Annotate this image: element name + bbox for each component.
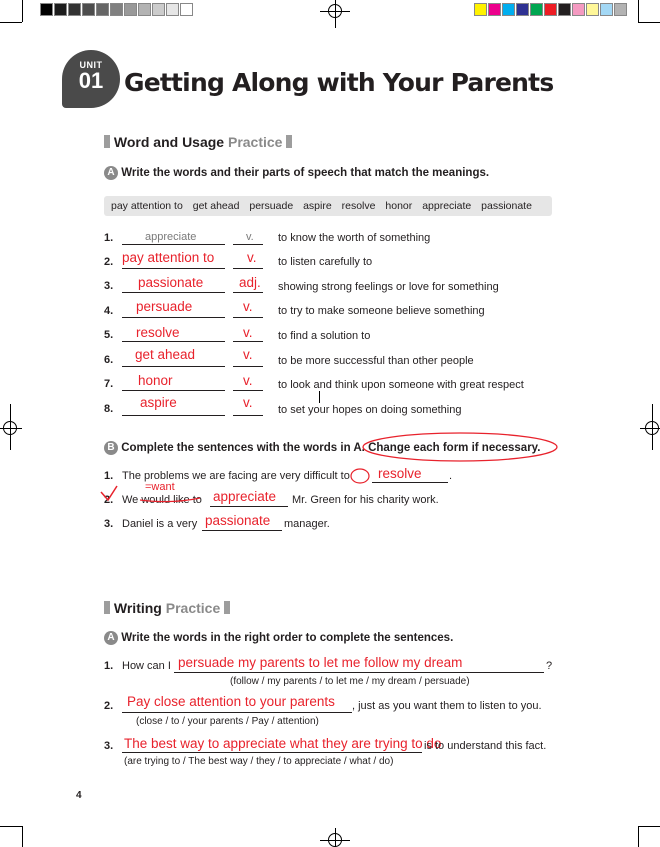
word-usage-heading: Word and Usage Practice (104, 134, 292, 150)
meaning-text: to look and think upon someone with great respect (278, 379, 524, 391)
meaning-text: to set your hopes on doing something (278, 404, 462, 416)
word-bank-item: get ahead (192, 200, 240, 212)
circle-around-to (351, 469, 369, 483)
handwritten-answer: pay attention to (122, 250, 215, 265)
handwritten-pos: v. (243, 395, 253, 410)
handwritten-answer: appreciate (213, 489, 277, 504)
handwritten-answer: passionate (138, 275, 204, 290)
checkmark-icon (101, 486, 117, 500)
part-letter-badge: A (104, 166, 118, 180)
part-b-instruction: B Complete the sentences with the words in A. Change each form if necessary. (104, 441, 540, 455)
handwritten-answer: The best way to appreciate what they are trying to do (124, 736, 442, 751)
handwritten-answer: persuade my parents to let me follow my dream (178, 655, 463, 670)
meaning-text: showing strong feelings or love for something (278, 281, 499, 293)
answer-blank[interactable] (174, 672, 544, 673)
answer-blank[interactable] (122, 752, 422, 753)
answer-blank[interactable] (122, 712, 352, 713)
part-a-instruction: A Write the words and their parts of speech that match the meanings. (104, 166, 489, 180)
part-letter-badge: A (104, 631, 118, 645)
word-bank-item: pay attention to (111, 200, 183, 212)
handwritten-pos: v. (243, 347, 253, 362)
handwritten-answer: Pay close attention to your parents (127, 694, 335, 709)
meaning-text: to try to make someone believe something (278, 305, 485, 317)
meaning-text: to listen carefully to (278, 256, 373, 268)
writing-heading: Writing Practice (104, 600, 230, 616)
handwritten-answer: aspire (140, 395, 177, 410)
part-letter-badge: B (104, 441, 118, 455)
word-bank-item: aspire (303, 200, 332, 212)
sample-answer: appreciate (145, 231, 197, 243)
handwritten-pos: v. (243, 325, 253, 340)
circle-around-instruction (363, 433, 557, 461)
meaning-text: to find a solution to (278, 330, 371, 342)
word-bank-item: appreciate (422, 200, 472, 212)
word-hint: (follow / my parents / to let me / my dream / persuade) (230, 676, 470, 687)
handwritten-answer: resolve (136, 325, 180, 340)
word-hint: (close / to / your parents / Pay / attention) (136, 716, 319, 727)
handwritten-pos: v. (243, 299, 253, 314)
handwritten-pos: adj. (239, 275, 261, 290)
word-bank-item: passionate (481, 200, 532, 212)
handwritten-pos: v. (243, 373, 253, 388)
unit-label: UNIT (79, 60, 103, 70)
word-hint: (are trying to / The best way / they / to appreciate / what / do) (124, 756, 394, 767)
handwritten-answer: persuade (136, 299, 193, 314)
writing-part-a-instruction: A Write the words in the right order to complete the sentences. (104, 631, 453, 645)
page-title: Getting Along with Your Parents (124, 68, 554, 97)
handwritten-answer: passionate (205, 513, 271, 528)
unit-number: 01 (78, 68, 104, 93)
meaning-text: to know the worth of something (278, 232, 431, 244)
word-bank-item: persuade (249, 200, 294, 212)
handwritten-answer: honor (138, 373, 173, 388)
meaning-text: to be more successful than other people (278, 355, 474, 367)
strike-through (140, 498, 200, 502)
word-bank-item: honor (385, 200, 413, 212)
handwritten-pos: v. (247, 250, 257, 265)
word-bank-item: resolve (341, 200, 376, 212)
handwritten-note: =want (145, 481, 175, 493)
handwritten-answer: get ahead (135, 347, 196, 362)
page-number: 4 (76, 790, 82, 801)
sample-pos: v. (246, 231, 254, 243)
handwritten-answer: resolve (378, 466, 422, 481)
